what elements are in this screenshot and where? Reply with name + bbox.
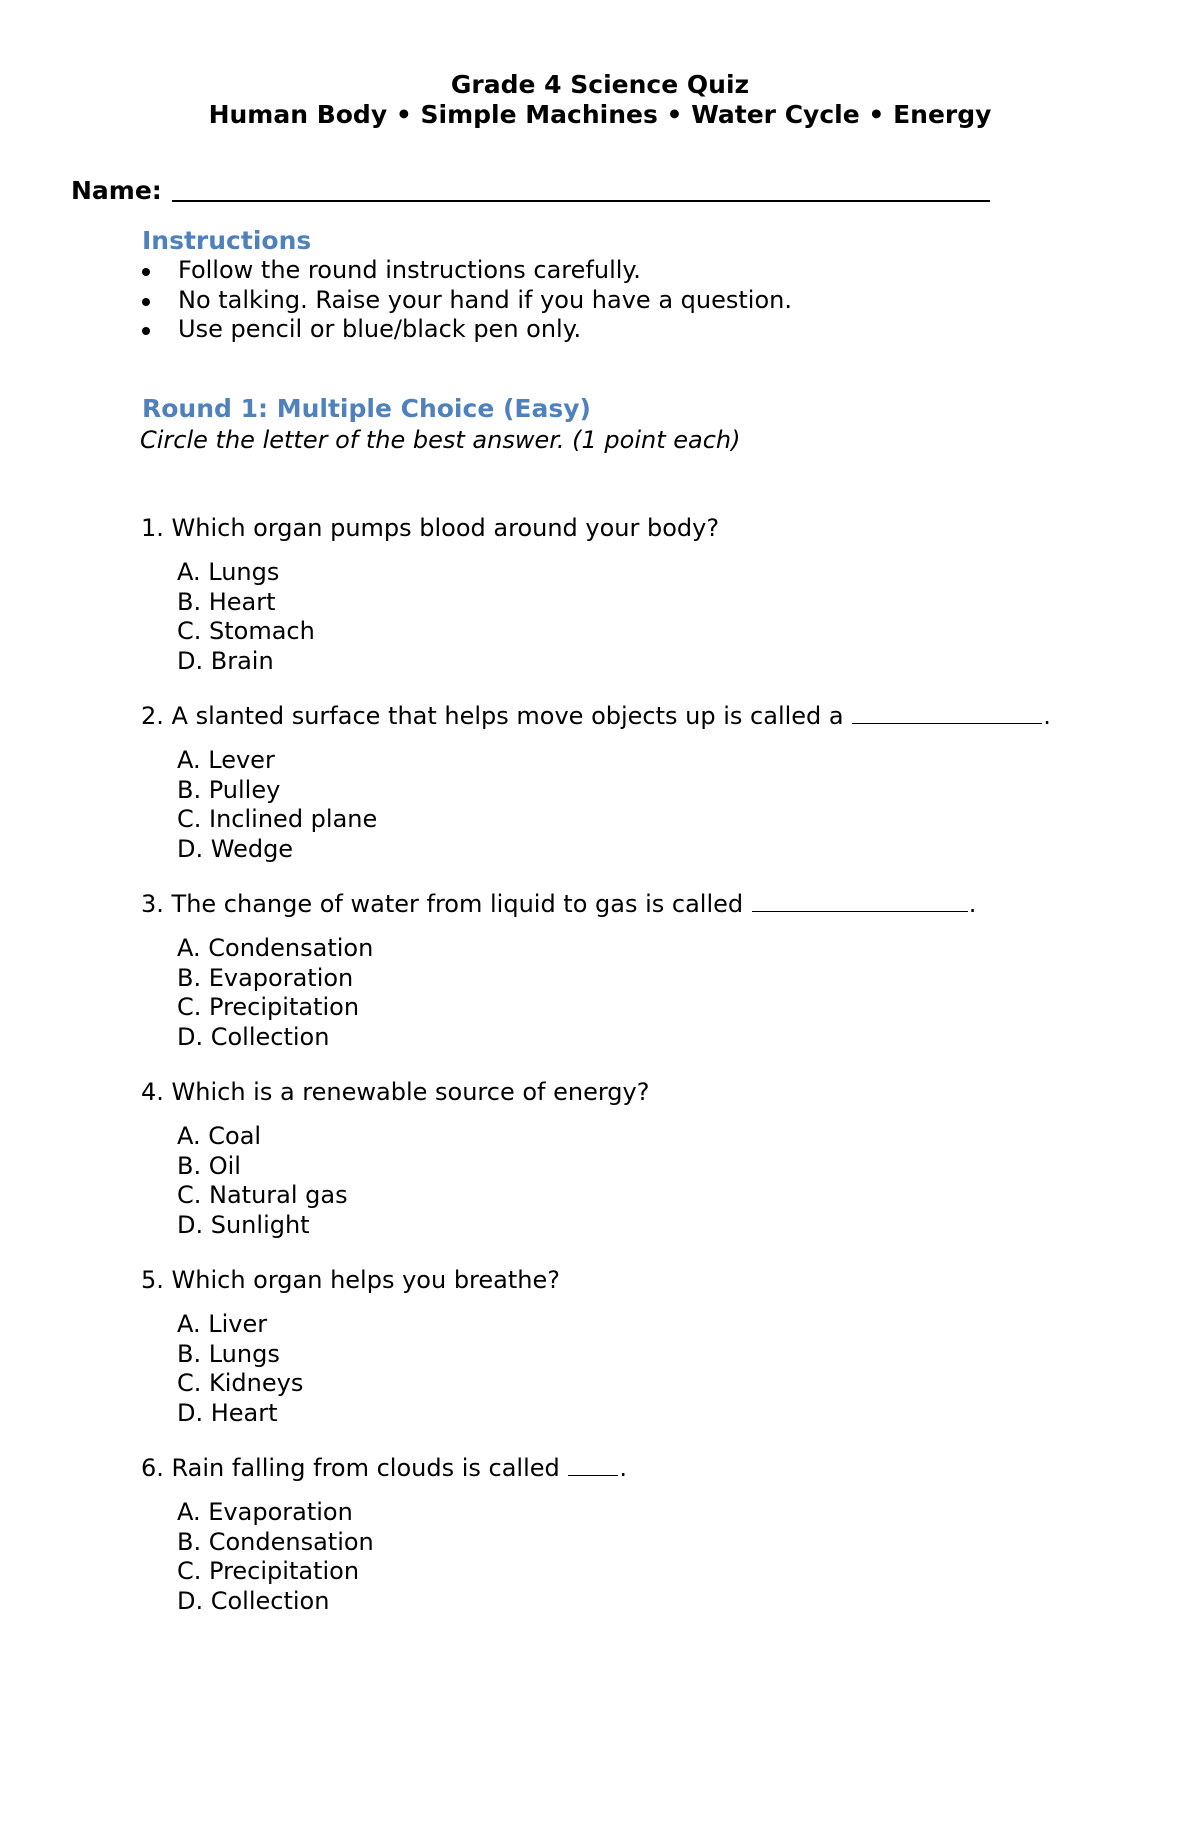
answer-option[interactable]: C. Inclined plane [177, 805, 378, 834]
question-text-end: . [619, 1454, 628, 1482]
question-2 [141, 701, 1141, 889]
answer-option[interactable]: A. Lungs [177, 558, 280, 586]
answer-option[interactable]: A. Coal [177, 1122, 262, 1150]
answer-option[interactable]: D. Collection [177, 1022, 330, 1051]
answer-option[interactable]: D. Collection [177, 1586, 330, 1615]
answer-options [177, 558, 1141, 676]
answer-option[interactable]: A. Liver [177, 1310, 268, 1338]
question-text-end: . [1043, 702, 1051, 730]
instructions-heading: Instructions [142, 226, 312, 255]
answer-option[interactable]: B. Heart [177, 587, 276, 616]
question-text [141, 701, 1141, 731]
answer-option[interactable]: D. Heart [177, 1398, 278, 1427]
question-3 [141, 889, 1141, 1077]
name-write-line[interactable] [172, 200, 990, 202]
question-text [141, 889, 1141, 919]
question-list [141, 513, 1141, 1641]
answer-blank[interactable] [752, 911, 968, 912]
quiz-title: Grade 4 Science Quiz [450, 70, 750, 99]
question-text [141, 1453, 1141, 1483]
instruction-item: Use pencil or blue/black pen only. [142, 315, 792, 345]
answer-option[interactable]: A. Condensation [177, 934, 374, 962]
answer-options [177, 1498, 1141, 1616]
answer-option[interactable]: D. Sunlight [177, 1210, 310, 1239]
question-6 [141, 1453, 1141, 1641]
quiz-subtitle: Human Body • Simple Machines • Water Cycle • Energy [208, 100, 992, 129]
question-4 [141, 1077, 1141, 1265]
answer-option[interactable]: B. Pulley [177, 775, 281, 804]
answer-option[interactable]: C. Kidneys [177, 1369, 304, 1398]
answer-option[interactable]: D. Brain [177, 646, 274, 675]
question-text-start: 6. Rain falling from clouds is called [141, 1454, 560, 1482]
answer-option[interactable]: B. Oil [177, 1151, 241, 1180]
answer-option[interactable]: C. Natural gas [177, 1181, 348, 1210]
answer-options [177, 934, 1141, 1052]
instruction-item: Follow the round instructions carefully. [142, 256, 792, 286]
answer-option[interactable]: D. Wedge [177, 834, 294, 863]
name-label: Name: [71, 176, 162, 205]
answer-option[interactable]: C. Stomach [177, 617, 315, 646]
answer-option[interactable]: A. Evaporation [177, 1498, 353, 1526]
question-1 [141, 513, 1141, 701]
question-5 [141, 1265, 1141, 1453]
answer-option[interactable]: A. Lever [177, 746, 275, 774]
answer-option[interactable]: B. Lungs [177, 1339, 280, 1368]
answer-blank[interactable] [568, 1475, 618, 1476]
question-text: 4. Which is a renewable source of energy? [141, 1078, 650, 1106]
answer-options [177, 1122, 1141, 1240]
question-text: 5. Which organ helps you breathe? [141, 1266, 560, 1294]
answer-option[interactable]: B. Evaporation [177, 963, 354, 992]
question-text-end: . [968, 890, 977, 918]
answer-option[interactable]: C. Precipitation [177, 993, 360, 1022]
question-text: 1. Which organ pumps blood around your body? [141, 514, 720, 542]
name-field[interactable] [71, 176, 990, 206]
answer-blank[interactable] [852, 723, 1042, 724]
answer-options [177, 746, 1141, 864]
answer-options [177, 1310, 1141, 1428]
question-text-start: 2. A slanted surface that helps move objects up is called a [141, 702, 844, 730]
instruction-item: No talking. Raise your hand if you have a question. [142, 286, 792, 316]
round-1-instructions: Circle the letter of the best answer. (1 point each) [140, 426, 741, 454]
round-1-heading: Round 1: Multiple Choice (Easy) [142, 394, 591, 423]
instructions-list [142, 256, 792, 345]
question-text-start: 3. The change of water from liquid to gas is called [141, 890, 744, 918]
answer-option[interactable]: C. Precipitation [177, 1557, 360, 1586]
answer-option[interactable]: B. Condensation [177, 1527, 374, 1556]
